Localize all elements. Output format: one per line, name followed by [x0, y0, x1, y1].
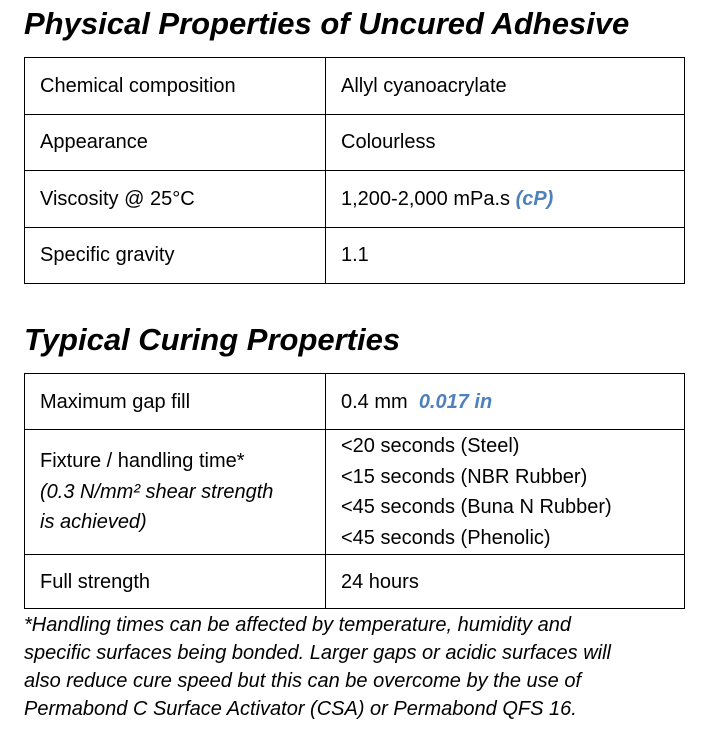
viscosity-unit-note: (cP) [515, 187, 554, 210]
property-label: Chemical composition [25, 58, 326, 115]
curing-properties-heading: Typical Curing Properties [24, 322, 401, 357]
property-label: Appearance [25, 114, 326, 171]
table-row [25, 114, 685, 171]
physical-properties-heading: Physical Properties of Uncured Adhesive [24, 6, 630, 41]
property-value: Colourless [326, 114, 685, 171]
fixture-sublabel: (0.3 N/mm² shear strength [40, 480, 274, 503]
fixture-time-item: <45 seconds (Phenolic) [341, 526, 551, 549]
property-value [326, 374, 685, 430]
table-row [25, 555, 685, 609]
gap-fill-value: 0.4 mm [341, 390, 408, 413]
fixture-label: Fixture / handling time* [40, 450, 245, 473]
footnote-line: also reduce cure speed but this can be overcome by the use of [24, 670, 582, 692]
property-label: Maximum gap fill [25, 374, 326, 430]
table-row [25, 58, 685, 115]
fixture-time-item: <15 seconds (NBR Rubber) [341, 465, 588, 488]
fixture-time-item: <45 seconds (Buna N Rubber) [341, 496, 612, 518]
property-value [326, 171, 685, 228]
property-label [25, 430, 326, 555]
gap-fill-imperial: 0.017 in [418, 390, 493, 413]
footnote-line: *Handling times can be affected by temperature, humidity and [24, 614, 571, 636]
fixture-time-item: <20 seconds (Steel) [341, 435, 520, 457]
handling-time-footnote [24, 611, 699, 723]
property-value: 1.1 [326, 227, 685, 284]
footnote-line: Permabond C Surface Activator (CSA) or Permabond QFS 16. [24, 698, 577, 720]
fixture-sublabel: is achieved) [40, 511, 147, 534]
table-row [25, 171, 685, 228]
table-row [25, 374, 685, 430]
viscosity-value: 1,200-2,000 mPa.s [341, 187, 510, 210]
property-value: 24 hours [326, 555, 685, 609]
property-label: Full strength [25, 555, 326, 609]
table-row [25, 227, 685, 284]
property-label: Viscosity @ 25°C [25, 171, 326, 228]
property-value: Allyl cyanoacrylate [326, 58, 685, 115]
property-value [326, 430, 685, 555]
table-row [25, 430, 685, 555]
physical-properties-table [24, 57, 685, 284]
property-label: Specific gravity [25, 227, 326, 284]
footnote-line: specific surfaces being bonded. Larger gaps or acidic surfaces will [24, 642, 611, 664]
curing-properties-table [24, 373, 685, 609]
